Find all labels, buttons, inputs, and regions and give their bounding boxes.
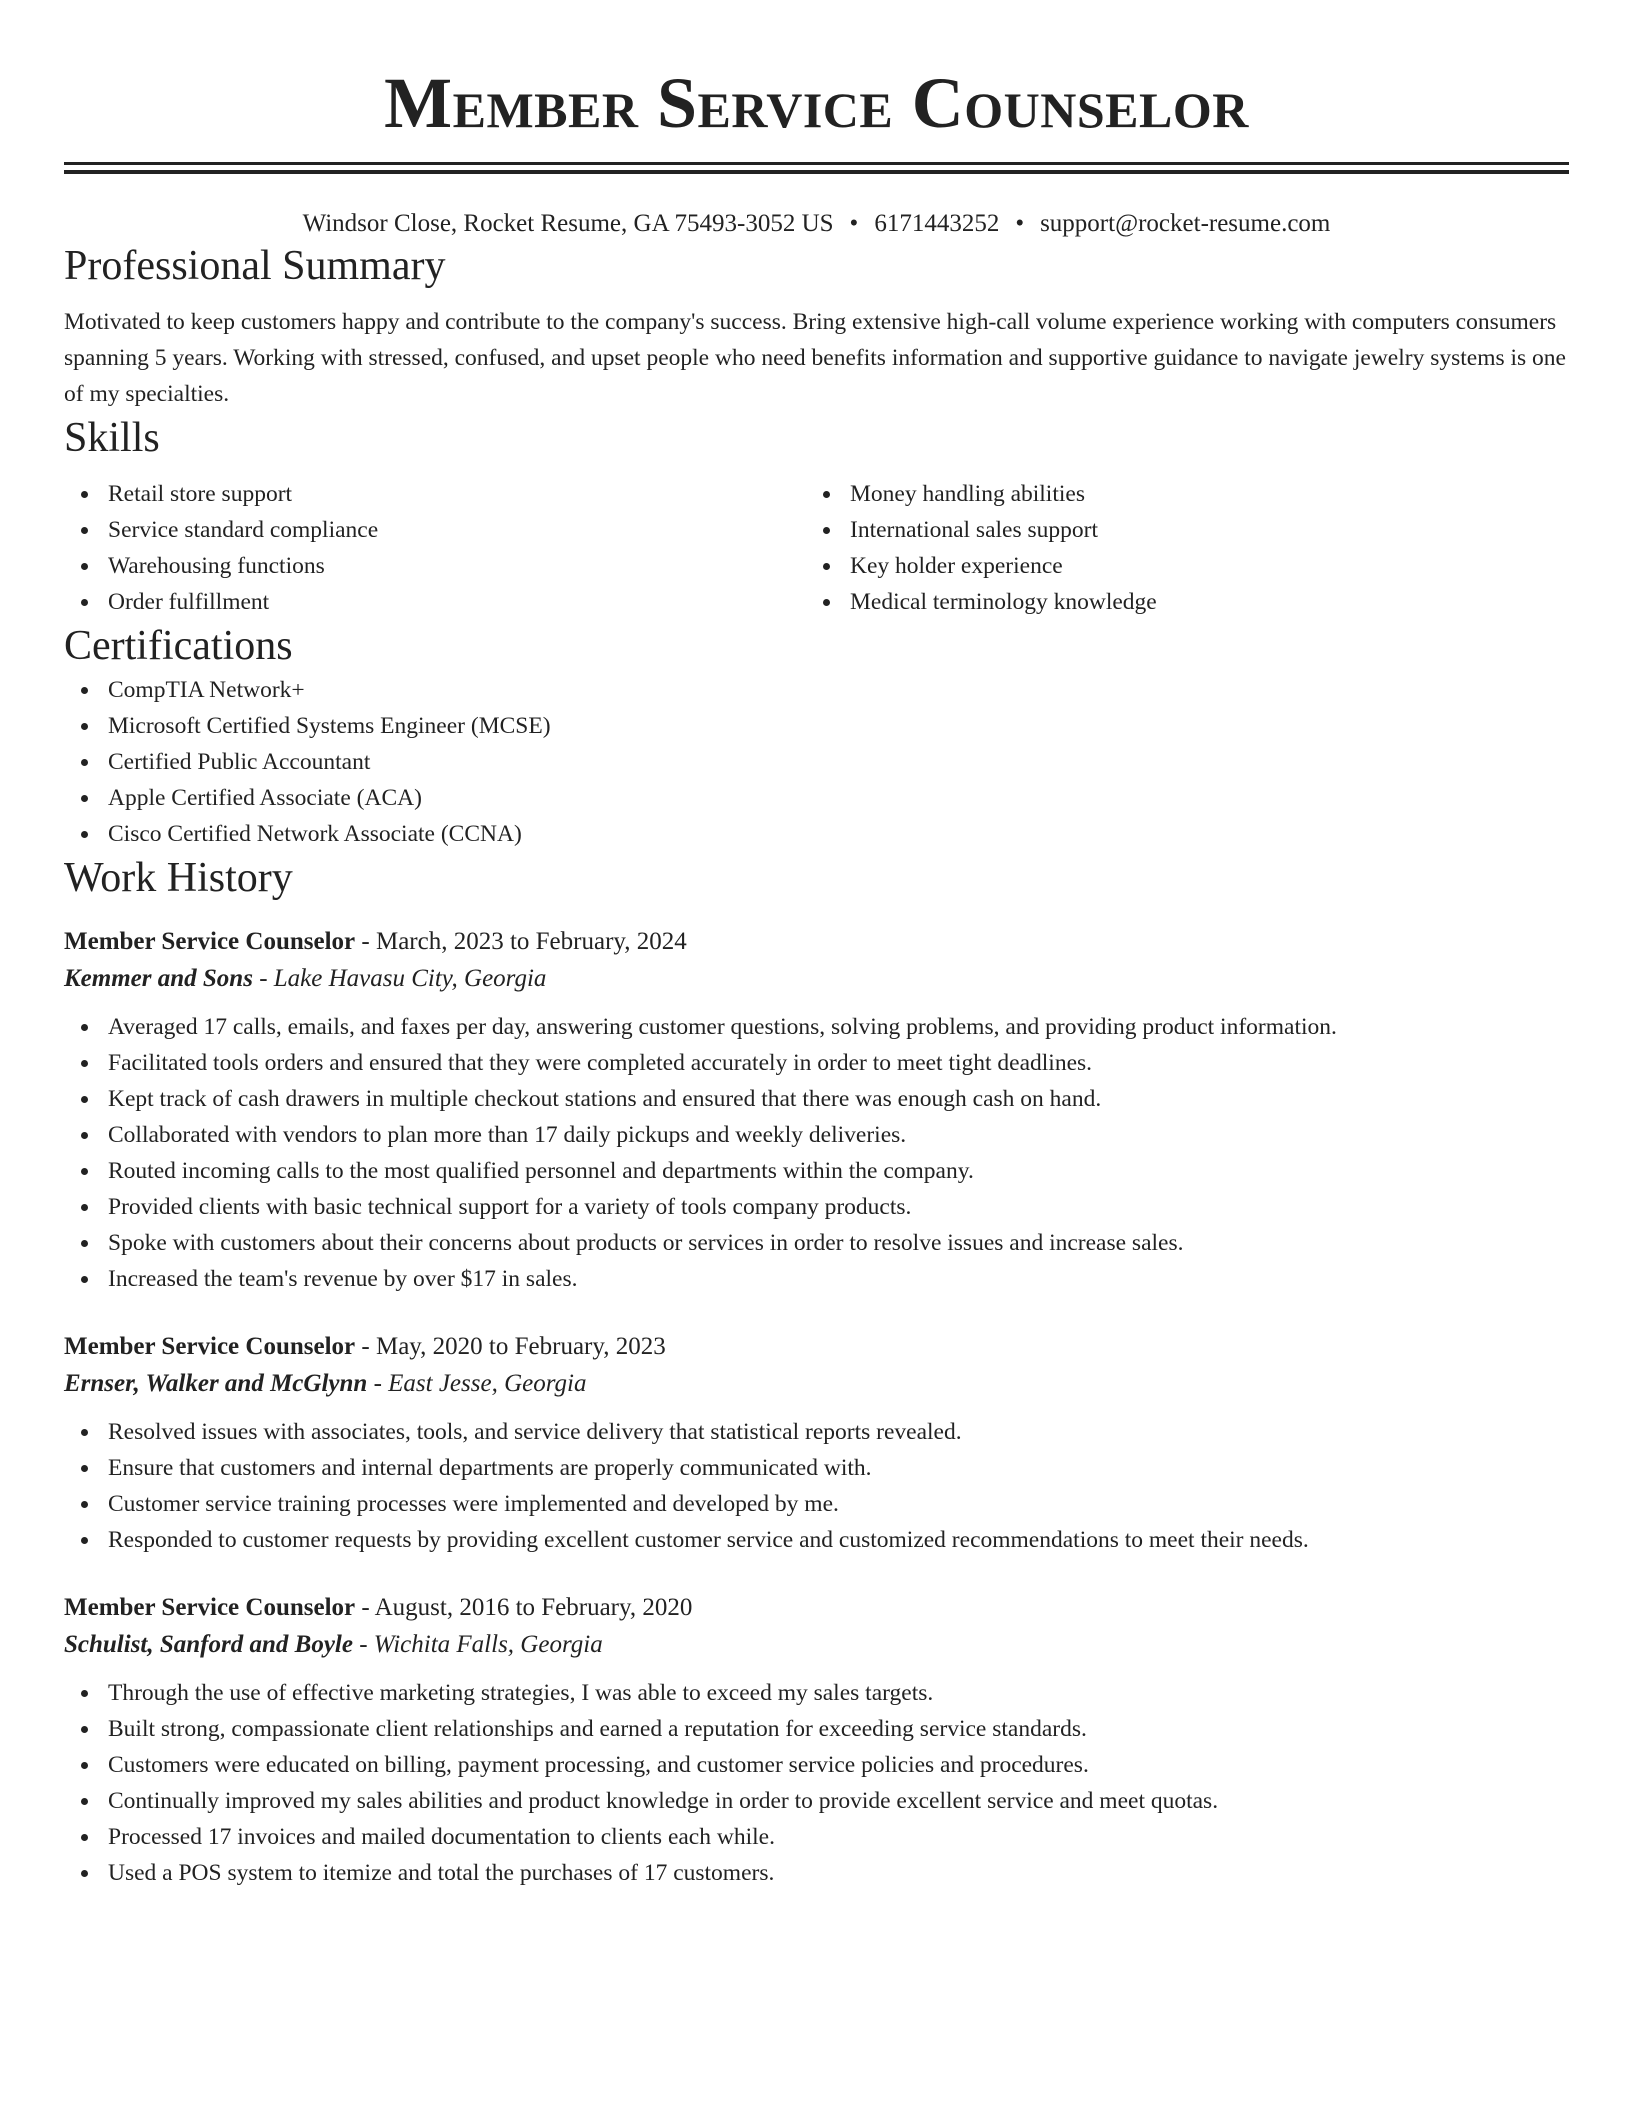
job-title-line — [64, 1329, 1569, 1365]
job-bullet: Averaged 17 calls, emails, and faxes per day, answering customer questions, solving problems, and providing product information. — [64, 1009, 1569, 1045]
job-company-line — [64, 1626, 1569, 1664]
job-dates: - August, 2016 to February, 2020 — [355, 1594, 693, 1621]
job-dates: - May, 2020 to February, 2023 — [355, 1333, 666, 1360]
job-location: - Wichita Falls, Georgia — [352, 1631, 603, 1658]
skill-item: Service standard compliance — [64, 512, 806, 548]
skills-list-left — [64, 476, 806, 620]
job-bullets — [64, 1009, 1569, 1297]
summary-text: Motivated to keep customers happy and contribute to the company's success. Bring extensive high-call volume experience working with computers consumers spanning 5 years. Working with stressed, confused, and upset people who need benefits information and supportive guidance to navigate jewelry systems is one of my specialties. — [64, 309, 1566, 407]
contact-address: Windsor Close, Rocket Resume, GA 75493-3052 US — [302, 210, 834, 237]
certification-item: Apple Certified Associate (ACA) — [64, 780, 1569, 816]
title-rule-bottom — [64, 170, 1569, 174]
job-bullet: Processed 17 invoices and mailed documentation to clients each while. — [64, 1819, 1569, 1855]
title-rule-top — [64, 162, 1569, 165]
job-bullet: Through the use of effective marketing strategies, I was able to exceed my sales targets. — [64, 1675, 1569, 1711]
job-dates: - March, 2023 to February, 2024 — [355, 928, 687, 955]
job-bullet: Increased the team's revenue by over $17 in sales. — [64, 1261, 1569, 1297]
skills-heading: Skills — [64, 415, 160, 461]
skill-item: Order fulfillment — [64, 584, 806, 620]
job-title: Member Service Counselor — [64, 1333, 356, 1360]
job-entry — [64, 1590, 1569, 1891]
job-company-line — [64, 960, 1569, 998]
job-company-line — [64, 1365, 1569, 1403]
certifications-heading: Certifications — [64, 623, 293, 669]
skill-item: Warehousing functions — [64, 548, 806, 584]
job-company: Schulist, Sanford and Boyle — [64, 1631, 353, 1658]
job-company: Kemmer and Sons — [64, 965, 253, 992]
work-history-heading: Work History — [64, 855, 293, 901]
skills-list-right — [806, 476, 1548, 620]
job-bullet: Responded to customer requests by providing excellent customer service and customized recommendations to meet their needs. — [64, 1522, 1569, 1558]
job-bullet: Facilitated tools orders and ensured that they were completed accurately in order to meet tight deadlines. — [64, 1045, 1569, 1081]
job-bullet: Used a POS system to itemize and total the purchases of 17 customers. — [64, 1855, 1569, 1891]
certification-item: CompTIA Network+ — [64, 672, 1569, 708]
certifications-list — [64, 672, 1569, 852]
resume-title: Member Service Counselor — [384, 63, 1249, 143]
job-entry — [64, 924, 1569, 1297]
job-location: - East Jesse, Georgia — [367, 1370, 587, 1397]
resume-page — [64, 0, 1569, 1891]
skill-item: International sales support — [806, 512, 1548, 548]
job-bullet: Spoke with customers about their concerns about products or services in order to resolve issues and increase sales. — [64, 1225, 1569, 1261]
contact-line — [64, 208, 1569, 240]
certification-item: Certified Public Accountant — [64, 744, 1569, 780]
job-company: Ernser, Walker and McGlynn — [64, 1370, 368, 1397]
job-bullet: Ensure that customers and internal departments are properly communicated with. — [64, 1450, 1569, 1486]
job-bullet: Resolved issues with associates, tools, and service delivery that statistical reports revealed. — [64, 1414, 1569, 1450]
job-location: - Lake Havasu City, Georgia — [252, 965, 547, 992]
skill-item: Key holder experience — [806, 548, 1548, 584]
contact-email: support@rocket-resume.com — [1040, 210, 1331, 237]
contact-separator: • — [849, 210, 859, 237]
job-title-line — [64, 1590, 1569, 1626]
job-bullet: Routed incoming calls to the most qualified personnel and departments within the company. — [64, 1153, 1569, 1189]
job-bullet: Kept track of cash drawers in multiple checkout stations and ensured that there was enough cash on hand. — [64, 1081, 1569, 1117]
job-bullet: Collaborated with vendors to plan more than 17 daily pickups and weekly deliveries. — [64, 1117, 1569, 1153]
job-bullet: Customers were educated on billing, payment processing, and customer service policies and procedures. — [64, 1747, 1569, 1783]
job-bullet: Provided clients with basic technical support for a variety of tools company products. — [64, 1189, 1569, 1225]
job-title: Member Service Counselor — [64, 1594, 356, 1621]
job-entry — [64, 1329, 1569, 1558]
skill-item: Medical terminology knowledge — [806, 584, 1548, 620]
contact-phone: 6171443252 — [874, 210, 1000, 237]
skills-columns — [64, 476, 1569, 620]
skill-item: Money handling abilities — [806, 476, 1548, 512]
skill-item: Retail store support — [64, 476, 806, 512]
summary-heading: Professional Summary — [64, 243, 446, 289]
job-title-line — [64, 924, 1569, 960]
job-bullet: Continually improved my sales abilities and product knowledge in order to provide excellent service and meet quotas. — [64, 1783, 1569, 1819]
certification-item: Microsoft Certified Systems Engineer (MCSE) — [64, 708, 1569, 744]
job-bullet: Built strong, compassionate client relationships and earned a reputation for exceeding service standards. — [64, 1711, 1569, 1747]
job-bullet: Customer service training processes were implemented and developed by me. — [64, 1486, 1569, 1522]
job-title: Member Service Counselor — [64, 928, 356, 955]
job-bullets — [64, 1675, 1569, 1891]
job-bullets — [64, 1414, 1569, 1558]
contact-separator: • — [1015, 210, 1025, 237]
certification-item: Cisco Certified Network Associate (CCNA) — [64, 816, 1569, 852]
